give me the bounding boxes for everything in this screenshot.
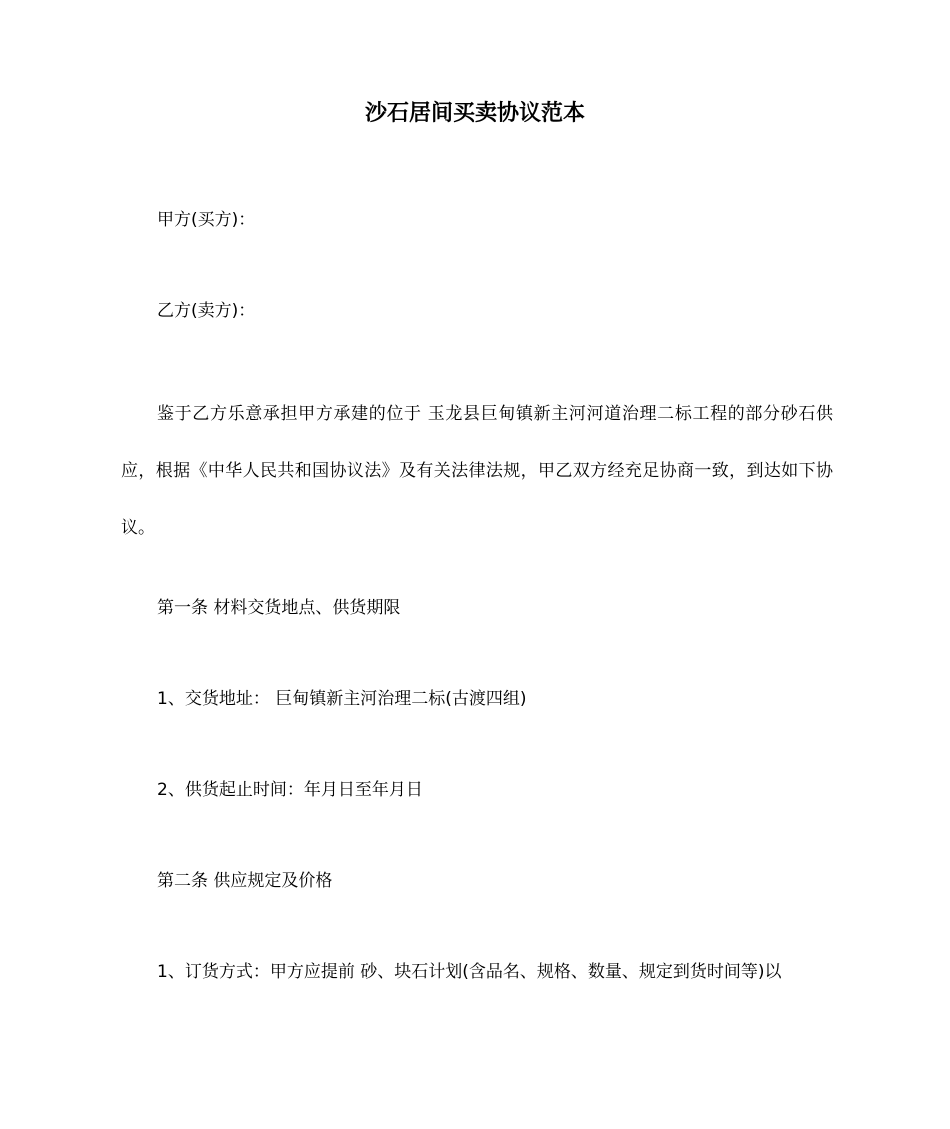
article-1-item-2: 2、供货起止时间：年月日至年月日	[157, 780, 423, 800]
document-title: 沙石居间买卖协议范本	[364, 101, 585, 126]
article-2-heading: 第二条 供应规定及价格	[157, 871, 333, 891]
article-2-item-1: 1、订货方式：甲方应提前 砂、块石计划(含品名、规格、数量、规定到货时间等)以	[157, 962, 782, 982]
preamble-paragraph: 鉴于乙方乐意承担甲方承建的位于 玉龙县巨甸镇新主河河道治理二标工程的部分砂石供应，根据《中华人民共和国协议法》及有关法律法规，甲乙双方经充足协商一致，到达如下协议。	[121, 404, 833, 538]
article-1-heading: 第一条 材料交货地点、供货期限	[157, 598, 401, 618]
party-b-line: 乙方(卖方)：	[157, 301, 256, 321]
party-a-line: 甲方(买方)：	[157, 210, 256, 230]
article-1-item-1: 1、交货地址： 巨甸镇新主河治理二标(古渡四组)	[157, 689, 527, 709]
